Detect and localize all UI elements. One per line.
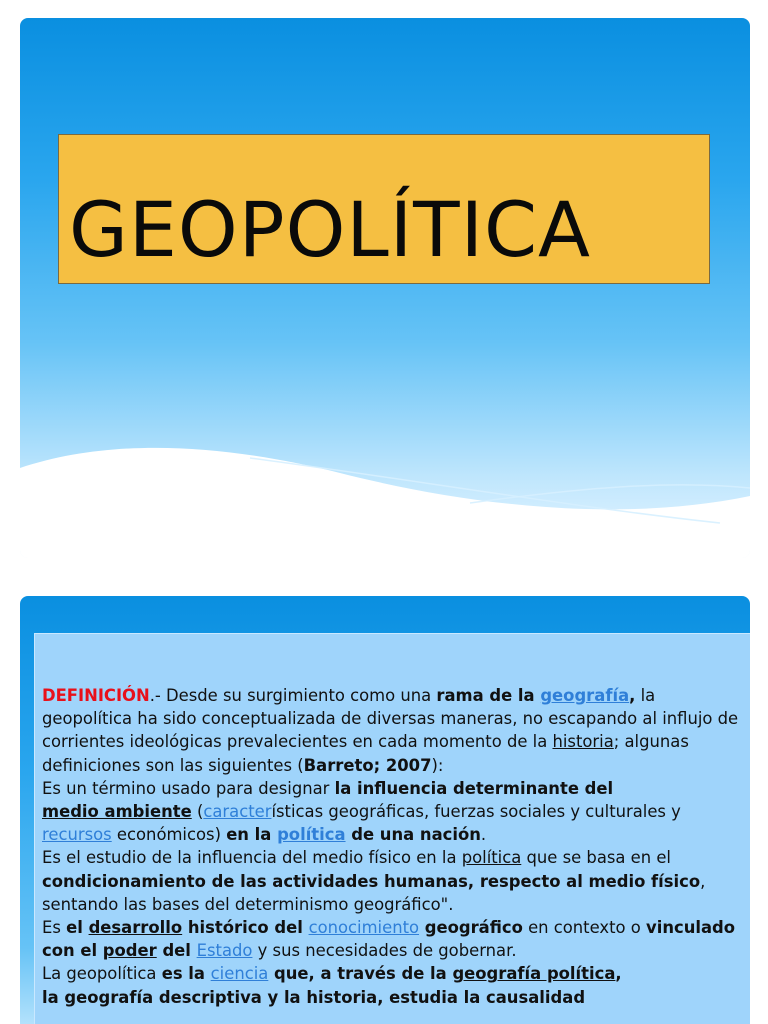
link-recursos[interactable]: recursos (42, 825, 112, 845)
text: , (629, 686, 636, 705)
text: en contexto o (522, 918, 647, 938)
link-politica[interactable]: política (277, 825, 346, 845)
text: el (66, 918, 89, 938)
text: La geopolítica (42, 964, 162, 984)
text: condicionamiento de las actividades humanas, respecto al medio físico (42, 871, 701, 891)
link-geografia-politica[interactable]: geografía política (452, 964, 616, 984)
link-politica-2[interactable]: política (461, 848, 522, 868)
content-box (34, 633, 750, 1024)
text: de una nación (345, 825, 481, 845)
text: la geografía descriptiva y la historia, estudia la causalidad (42, 987, 586, 1007)
text: y sus necesidades de gobernar. (252, 941, 517, 961)
text: en la (226, 825, 278, 845)
text: ísticas geográficas, fuerzas sociales y culturales y (271, 802, 681, 822)
link-geografia[interactable]: geografía (540, 686, 630, 705)
text: rama de la (436, 686, 541, 705)
definition-label: DEFINICIÓN (42, 686, 150, 705)
text: Es un término usado para designar (42, 778, 335, 798)
citation: Barreto; 2007 (303, 755, 432, 775)
link-estado[interactable]: Estado (196, 941, 253, 961)
definition-text (42, 684, 742, 1009)
text: del (156, 941, 197, 961)
text: ; algunas definiciones son las siguientes ( (42, 732, 689, 775)
title-box (58, 134, 710, 284)
text: , sentando las bases del determinismo geográfico". (42, 871, 706, 914)
link-historia[interactable]: historia (552, 732, 614, 752)
title-slide (20, 18, 750, 558)
text: ): (431, 755, 444, 775)
slide-title: GEOPOLÍTICA (69, 185, 592, 274)
text: histórico del (182, 918, 309, 938)
link-ciencia[interactable]: ciencia (210, 964, 269, 984)
text: ( (191, 802, 204, 822)
link-conocimiento[interactable]: conocimiento (308, 918, 420, 938)
link-poder[interactable]: poder (102, 941, 157, 961)
link-desarrollo[interactable]: desarrollo (88, 918, 183, 938)
text: que, a través de la (268, 964, 453, 984)
text: la influencia determinante del (334, 778, 614, 798)
text: vinculado con el (42, 918, 736, 961)
text: Es el estudio de la influencia del medio físico en la (42, 848, 462, 868)
text: la geopolítica ha sido conceptualizada de diversas maneras, no escapando al influjo de corrientes ideológicas prevalecientes en cada momento de la (42, 686, 739, 752)
text: geográfico (419, 918, 523, 938)
text: , (615, 964, 622, 984)
text: es la (161, 964, 211, 984)
text: .- Desde su surgimiento como una (149, 686, 437, 705)
text: económicos) (111, 825, 227, 845)
text: que se basa en el (521, 848, 671, 868)
link-caracter[interactable]: caracter (203, 802, 272, 822)
text: . (480, 825, 487, 845)
link-medio-ambiente[interactable]: medio ambiente (42, 802, 192, 822)
wave-decoration (20, 18, 750, 558)
text: Es (42, 918, 67, 938)
content-slide (20, 596, 750, 1024)
